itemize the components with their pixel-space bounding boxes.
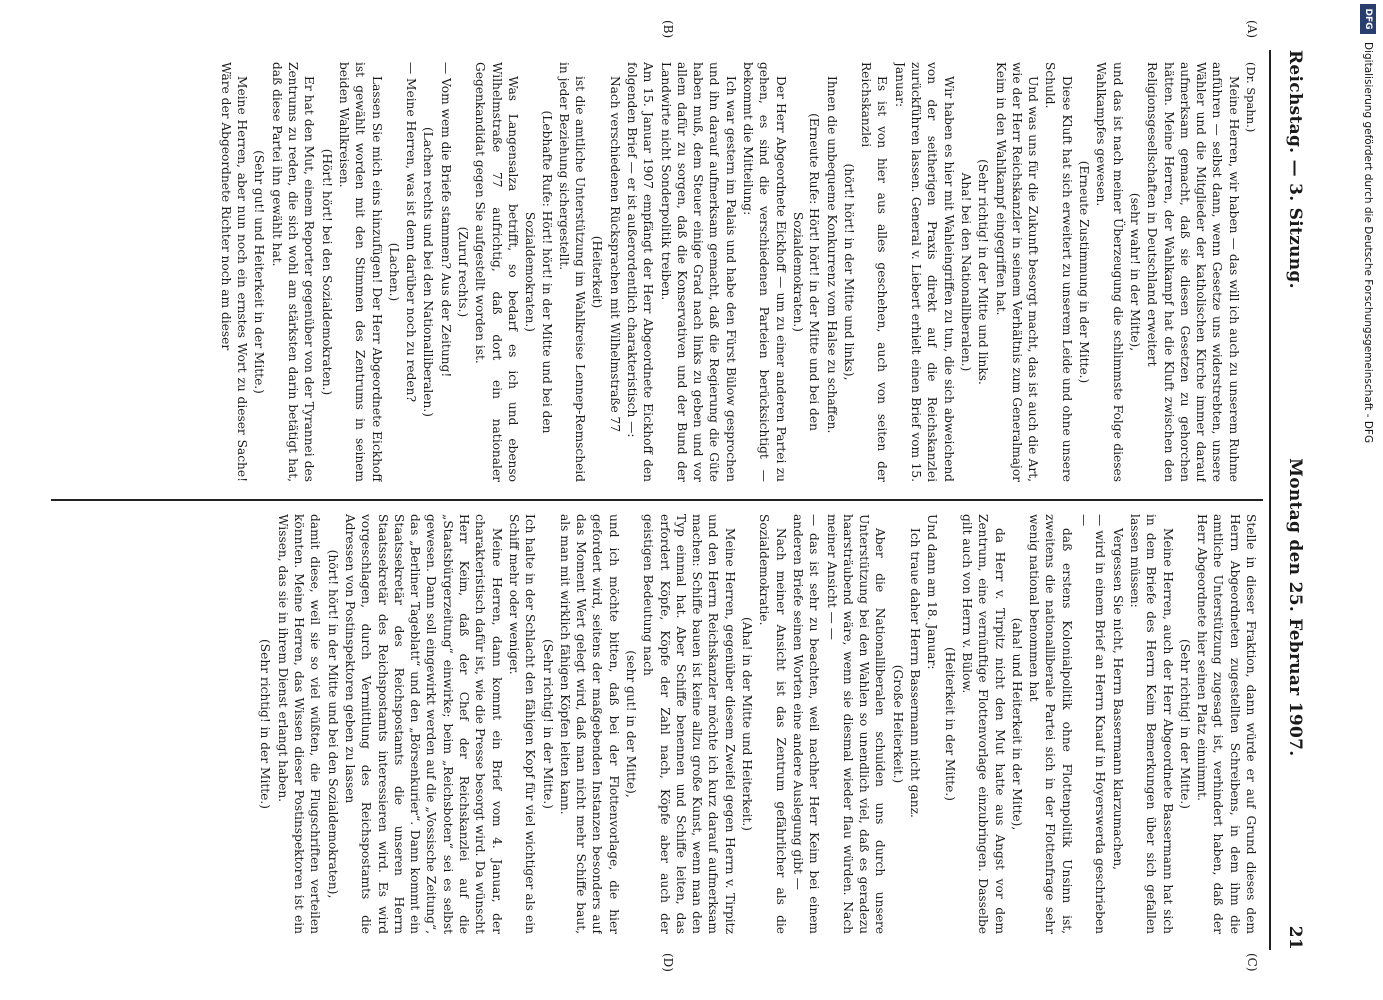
paragraph: (Dr. Spahn.) [1244,62,1258,133]
paragraph: — Vom wem die Briefe stammen? Aus der Zeitung! [438,62,453,378]
paragraph: Vergessen Sie nicht, Herrn Bassermann klarzumachen, [1110,528,1125,871]
paragraph: Ihnen die unbequeme Konkurrenz vom Halse zu schaffen. [824,76,839,434]
paragraph: Und dann am 18. Januar: [925,514,940,670]
paragraph: Nach verschiedenen Rücksprachen mit Wilhelmstraße 77 [607,76,622,433]
session-heading: Reichstag. — 3. Sitzung. [1285,50,1305,289]
interjection: (Lebhafte Rufe: Hört! hört! in der Mitte und bei den Sozialdemokraten.) [523,110,554,434]
left-text-column [59,62,1259,482]
interjection: (Große Heiterkeit.) [890,664,905,784]
right-text-column [59,514,1259,934]
interjection: (Sehr gut! und Heiterkeit in der Mitte.) [252,150,267,394]
paragraph: da Herr v. Tirpitz nicht den Mut hatte aus Angst vor dem Zentrum, eine vernünftige Flottenvorlage einzubringen. Dasselbe gilt auch von Herrn v. Bülow. [959,514,1007,934]
digitization-credit [1357,4,1379,994]
paragraph: Meine Herren, dann kommt ein Brief vom 4. Januar, der charakteristisch dafür ist, wie die Presse besorgt wird. Da wünscht Herr Keim, daß der Chef der Reichskanzlei auf die „Staatsbürgerzeitung“ einwirke; beim „Reichsboten“ sei es selbst gewesen. Dann soll eingewirkt werden auf die „Vossische Zeitung“, das „Berliner Tageblatt“ und den „Börsenkurier“. Dann kommt ein Staatssekretär des Reichspostamts die unseren Herrn Staatssekretär des Reichspostamts interessieren wird. Es wird vorgeschlagen, durch Vermittlung des Reichspostamts die Adressen von Postinspektoren geben zu lassen [342,514,504,934]
margin-label-b: (B) [661,20,675,39]
interjection: (Erneute Zustimmung in der Mitte.) [1077,160,1092,384]
paragraph: Wir haben es hier mit Wahleingriffen zu tun, die sich abweichend von der seitherigen Praxis direkt auf die Reichskanzlei zurückführen lassen. General v. Liebert erhielt einen Brief vom 15. Januar: [892,62,956,482]
interjection: Aha! bei den Nationalliberalen.) [958,172,973,372]
date-heading: Montag den 25. Februar 1907. [1285,458,1305,757]
interjection: (hört! hört! in der Mitte und bei den Sozialdemokraten), [325,549,340,899]
interjection: (aha! und Heiterkeit in der Mitte), [1009,617,1024,831]
document-page [50,20,1315,972]
paragraph: Und was uns für die Zukunft besorgt macht, das ist auch die Art, wie der Herr Reichskanzler in seinem Verhältnis zum Generalmajor Keim in den Wahlkampf eingegriffen hat. [993,62,1041,482]
interjection: (Aha! in der Mitte und Heiterkeit.) [740,616,755,832]
interjection: (Sehr richtig! in der Mitte.) [258,639,273,809]
paragraph: Aber die Nationalliberalen schuiden uns durch unsere Unterstützung bei den Wahlen so unendlich viel, daß es geradezu haarsträubend wäre, wenn sie diesmal wieder flau würden. Nach meiner Ansicht — — [824,514,888,934]
paragraph: Nach meiner Ansicht ist das Zentrum gefährlicher als die Sozialdemokratie. [757,514,788,934]
paragraph: Am 15. Januar 1907 empfängt der Herr Abgeordnete Eickhoff den folgenden Brief — er ist außerordentlich charakteristisch —: [625,62,656,482]
interjection: (Sehr richtig! in der Mitte.) [1177,639,1192,809]
interjection: (Erneute Rufe: Hört! hört! in der Mitte und bei den Sozialdemokraten.) [790,113,822,431]
interjection: (sehr gut! in der Mitte), [624,650,639,798]
paragraph: Meine Herren, gegenüber diesem Zweifel gegen Herrn v. Tirpitz und den Herrn Reichskanzler möchte ich kurz darauf aufmerksam machen: Schiffe bauen ist keine allzu große Kunst, wenn man den Typ einmal hat. Aber Schiffe benennen und Schiffe leiten, das erfordert Köpfe, Köpfe der Zahl nach, Köpfe aber auch der geistigen Bedeutung nach [641,514,737,934]
paragraph: Er hat den Mut, einem Reporter gegenüber von der Tyrannei des Zentrums zu reden, die sich wohl am stärksten darin betätigt hat, daß diese Partei ihn gewählt hat. [269,62,317,482]
paragraph: Ich war gestern im Palais und habe den Fürst Bülow gesprochen und ihn darauf aufmerksam gemacht, daß die Regierung die Güte haben muß, dem Steuer einige Grad nach links zu geben und vor allem dafür zu sorgen, daß die Konservativen und der Bund der Landwirte nicht Sonderpolitik treiben. [658,62,738,482]
paragraph: Stelle in dieser Fraktion, dann würde er auf Grund dieses dem Herrn Abgeordneten zugestellten Schreibens, in dem ihm die amtliche Unterstützung zugesagt ist, verhindert haben, daß der Herr Abgeordnete hier seinen Platz einnimmt. [1195,514,1258,934]
paragraph: ist die amtliche Unterstützung im Wahlkreise Lennep-Remscheid in jeder Beziehung sichergestellt. [556,62,588,482]
paragraph: Meine Herren, aber nun noch ein ernstes Wort zu dieser Sache! Wäre der Abgeordnete Richter noch am dieser [218,62,250,482]
paragraph: — Meine Herren, was ist denn darüber noch zu reden? [404,62,419,403]
paragraph: — das ist sehr zu beachten, weil nachher Herr Keim bei einem anderen Briefe seinen Worten eine andere Auslegung gibt — [790,514,822,934]
interjection: (Lachen.) [386,242,401,302]
interjection: (Hört! hört! bei den Sozialdemokraten.) [319,148,334,396]
page-number: 21 [1285,925,1305,950]
interjection: (Lachen rechts und bei den Nationalliberalen.) [421,127,436,417]
column-divider [51,499,1263,501]
running-header [1275,50,1315,950]
paragraph: Meine Herren, wir haben — das will ich auch zu unserem Ruhme anführen — selbst dann, wenn Gesetze uns widerstrebten, unsere Wähler und die Mitglieder der katholischen Kirche immer darauf aufmerksam gemacht, daß sie diesen Gesetzen zu gehorchen hätten. Meine Herren, der Wahlkampf hat die Kluft zwischen den Religionsgesellschaften in Deutschland erweitert [1145,62,1241,482]
paragraph: damit diese, weil sie so viel wüßten, die Flugschriften verteilen könnten. Meine Herren, das Wissen dieser Postinspektoren ist ein Wissen, das sie in ihrem Dienst erlangt haben. [275,514,323,934]
paragraph: — wird in einem Brief an Herrn Knauf in Hoyerswerda geschrieben — [1077,514,1108,934]
margin-label-d: (D) [661,953,675,972]
interjection: (Heiterkeit in der Mitte.) [942,646,957,802]
interjection: (sehr wahr! in der Mitte), [1127,192,1142,352]
interjection: (Heiterkeit) [590,235,605,309]
interjection: (Sehr richtig! in der Mitte und links. [976,159,991,385]
header-rule [1269,50,1271,950]
paragraph: Ich halte in der Schlacht den fähigen Kopf für viel wichtiger als ein Schiff mehr oder weniger. [506,514,538,934]
paragraph: Ich traue daher Herrn Bassermann nicht ganz. [908,528,923,818]
paragraph: Es ist von hier aus alles geschehen, auch von seiten der Reichskanzlei [859,62,890,482]
paragraph: und ich möchte bitten, daß bei der Flottenvorlage, die hier gefordert wird, seitens der maßgebenden Instanzen besonders auf das Moment Wert gelegt wird, daß man nicht mehr Schiffe baut, als man mit wirklich fähigen Köpfen leiten kann. [557,514,621,934]
paragraph: Was Langensalza betrifft, so bedarf es ich und ebenso Wilhelmstraße 77 aufrichtig, daß dort ein nationaler Gegenkandidat gegen Sie aufgestellt worden ist. [473,62,520,482]
interjection: (Sehr richtig! in der Mitte.) [540,639,555,809]
paragraph: und das ist nach meiner Überzeugung die schlimmste Folge dieses Wahlkampfes gewesen. [1094,62,1125,482]
credit-text: Digitalisierung gefördert durch die Deutsche Forschungsgemeinschaft - DFG [1362,42,1374,444]
margin-label-c: (C) [1245,953,1259,972]
dfg-logo: DFG [1360,4,1376,34]
paragraph: Lassen Sie mich eins hinzufügen! Der Herr Abgeordnete Eickhoff ist gewählt worden mit den Stimmen des Zentrums in seinem beiden Wahlkreisen. [336,62,384,482]
interjection: (hört! hört! in der Mitte und links), [841,163,856,381]
paragraph: daß erstens Kolonialpolitik ohne Flottenpolitik Unsinn ist, zweitens die nationalliberale Partei sich in der Flottenfrage sehr wenig national benommen hat [1027,514,1074,934]
paragraph: Diese Kluft hat sich erweitert zu unserem Leide und ohne unsere Schuld. [1043,62,1074,482]
interjection: (Zuruf rechts.) [456,226,471,318]
margin-label-a: (A) [1245,20,1259,39]
paragraph: Der Herr Abgeordnete Eickhoff — um zu einer anderen Partei zu gehen, es sind die verschiedenen Parteien berücksichtigt — bekommt die Mitteilung: [741,62,788,482]
paragraph: Meine Herren, auch der Herr Abgeordnete Bassermann hat sich in dem Briefe des Herrn Keim Bemerkungen über sich gefallen lassen müssen: [1127,514,1175,934]
